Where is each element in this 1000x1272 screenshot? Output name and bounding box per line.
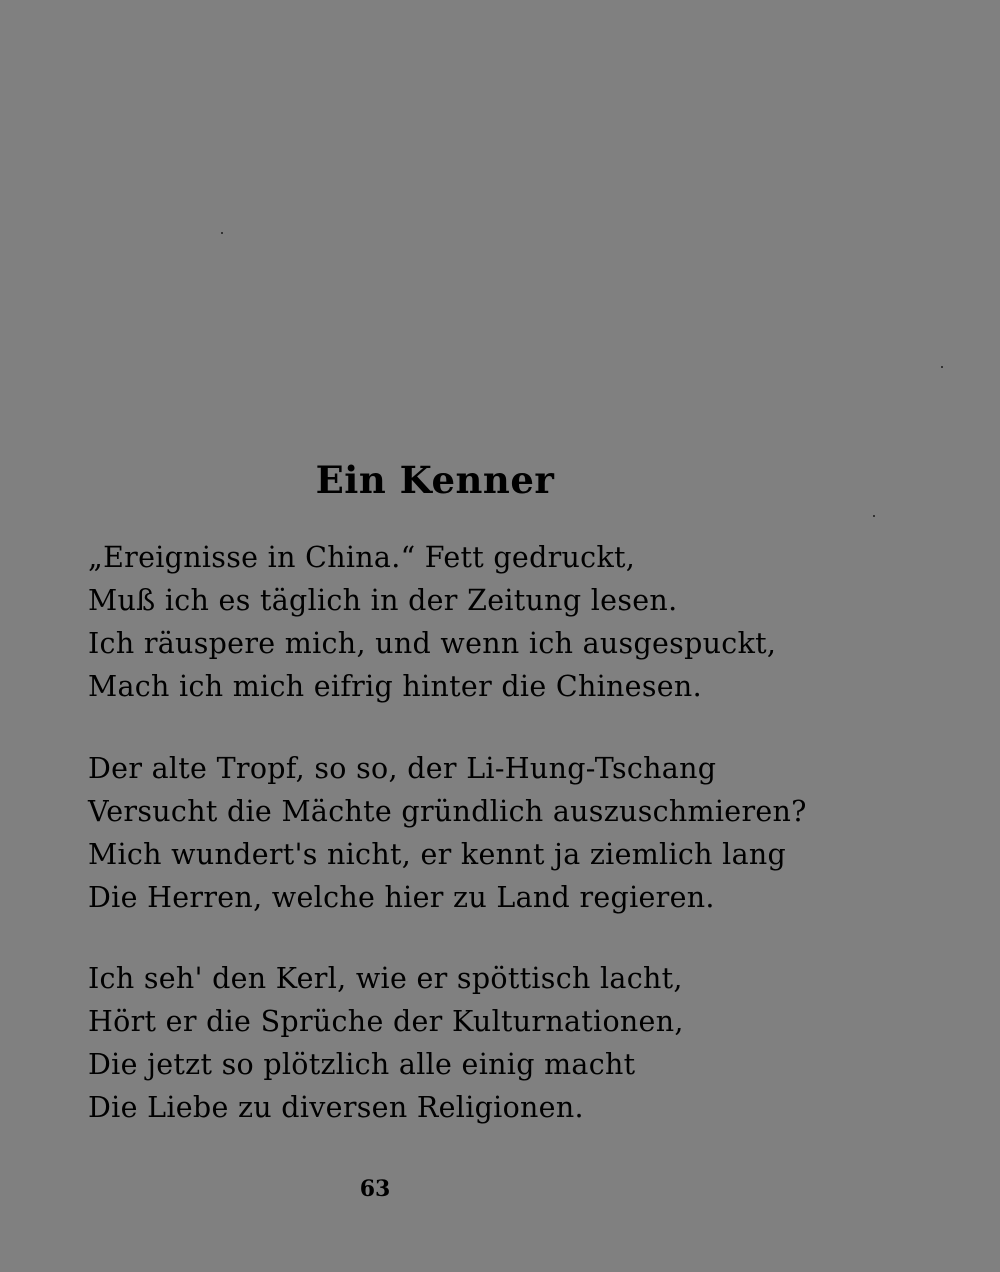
poem-line: Mich wundert's nicht, er kennt ja ziemlich lang [88, 838, 787, 871]
poem-line: Versucht die Mächte gründlich auszuschmieren? [88, 795, 807, 828]
page-number: 63 [359, 1176, 391, 1202]
stanza-3 [88, 957, 684, 1129]
poem-line: Mach ich mich eifrig hinter die Chinesen. [88, 670, 702, 703]
scan-speck [221, 232, 223, 234]
poem-line: Die Liebe zu diversen Religionen. [88, 1091, 584, 1124]
poem-line: Die Herren, welche hier zu Land regieren. [88, 881, 715, 914]
scan-speck [873, 515, 875, 517]
poem-line: Muß ich es täglich in der Zeitung lesen. [88, 584, 678, 617]
poem-line: „Ereignisse in China.“ Fett gedruckt, [88, 541, 636, 574]
poem-title: Ein Kenner [315, 458, 555, 502]
poem-line: Hört er die Sprüche der Kulturnationen, [88, 1005, 684, 1038]
poem-line: Die jetzt so plötzlich alle einig macht [88, 1048, 636, 1081]
poem-line: Der alte Tropf, so so, der Li-Hung-Tschang [88, 752, 717, 785]
poem-line: Ich seh' den Kerl, wie er spöttisch lacht, [88, 962, 683, 995]
stanza-1 [88, 536, 776, 708]
stanza-2 [88, 747, 807, 919]
scan-speck [941, 366, 943, 368]
poem-line: Ich räuspere mich, und wenn ich ausgespuckt, [88, 627, 777, 660]
